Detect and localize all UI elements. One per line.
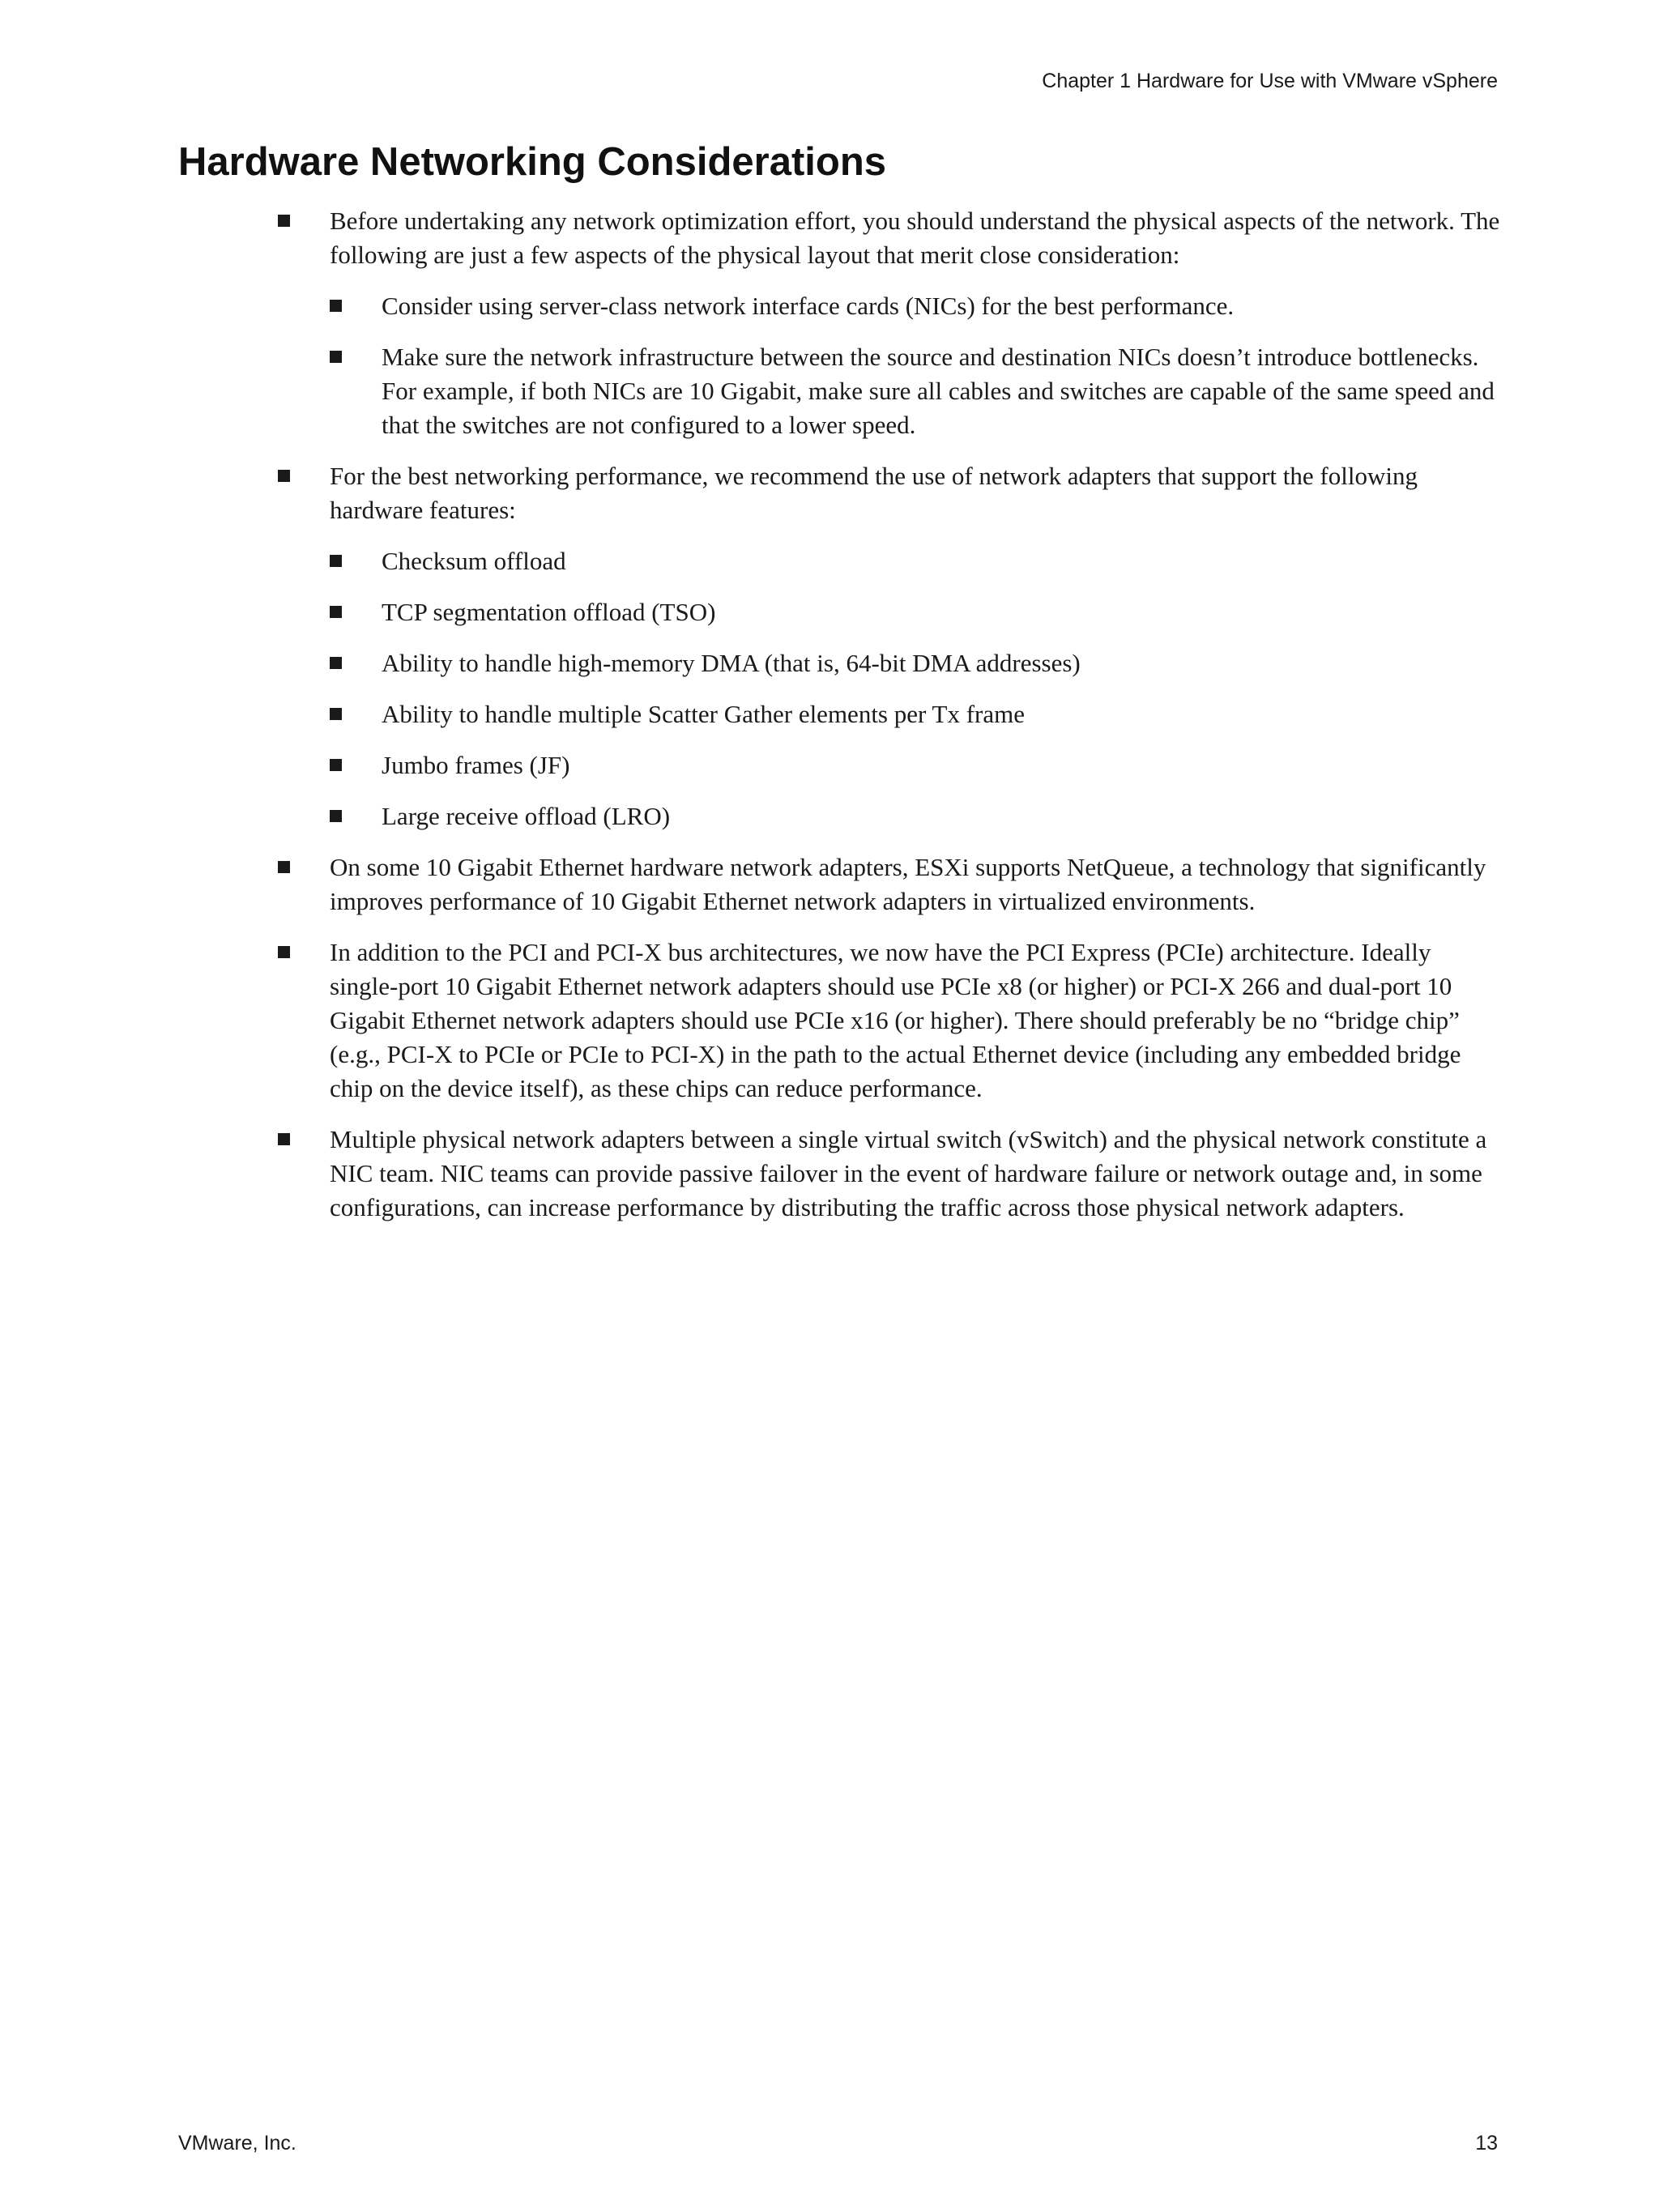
list-item-text: For the best networking performance, we recommend the use of network adapters that support the following hardware features: xyxy=(330,462,1418,524)
sub-list-item xyxy=(330,595,1501,629)
square-bullet-icon xyxy=(330,606,342,618)
sub-list-item xyxy=(330,289,1501,323)
list-item xyxy=(278,850,1501,918)
sub-list-item-text: Ability to handle multiple Scatter Gather elements per Tx frame xyxy=(382,700,1025,728)
list-item-text: In addition to the PCI and PCI-X bus architectures, we now have the PCI Express (PCIe) architecture. Ideally single-port 10 Gigabit Ethernet network adapters should use PCIe x8 (or higher) or PCI-X 266 and dual-port 10 Gigabit Ethernet network adapters should use PCIe x16 (or higher). There should preferably be no “bridge chip” (e.g., PCI-X to PCIe or PCIe to PCI-X) in the path to the actual Ethernet device (including any embedded bridge chip on the device itself), as these chips can reduce performance. xyxy=(330,938,1461,1102)
sub-list-item xyxy=(330,340,1501,442)
square-bullet-icon xyxy=(330,708,342,720)
section-title: Hardware Networking Considerations xyxy=(178,140,887,184)
square-bullet-icon xyxy=(278,1133,290,1145)
sub-list-item xyxy=(330,697,1501,731)
sub-bullet-list xyxy=(330,544,1501,833)
sub-list-item-text: TCP segmentation offload (TSO) xyxy=(382,598,716,626)
sub-list-item xyxy=(330,748,1501,782)
square-bullet-icon xyxy=(330,555,342,567)
sub-list-item-text: Consider using server-class network interface cards (NICs) for the best performance. xyxy=(382,292,1235,320)
sub-list-item xyxy=(330,544,1501,578)
list-item-text: Multiple physical network adapters between a single virtual switch (vSwitch) and the physical network constitute a NIC team. NIC teams can provide passive failover in the event of hardware failure or network outage and, in some configurations, can increase performance by distributing the traffic across those physical network adapters. xyxy=(330,1125,1487,1221)
square-bullet-icon xyxy=(278,215,290,227)
footer-company: VMware, Inc. xyxy=(178,2132,296,2154)
square-bullet-icon xyxy=(330,300,342,312)
square-bullet-icon xyxy=(330,810,342,822)
sub-list-item-text: Ability to handle high-memory DMA (that is, 64-bit DMA addresses) xyxy=(382,649,1081,677)
square-bullet-icon xyxy=(330,351,342,363)
list-item-text: Before undertaking any network optimization effort, you should understand the physical aspects of the network. The following are just a few aspects of the physical layout that merit close consideration: xyxy=(330,207,1500,269)
square-bullet-icon xyxy=(278,861,290,873)
square-bullet-icon xyxy=(330,759,342,771)
list-item xyxy=(278,459,1501,833)
sub-list-item-text: Large receive offload (LRO) xyxy=(382,802,671,830)
sub-list-item-text: Jumbo frames (JF) xyxy=(382,751,570,779)
sub-list-item xyxy=(330,646,1501,680)
list-item-text: On some 10 Gigabit Ethernet hardware network adapters, ESXi supports NetQueue, a technology that significantly improves performance of 10 Gigabit Ethernet network adapters in virtualized environments. xyxy=(330,853,1486,915)
list-item xyxy=(278,1123,1501,1225)
square-bullet-icon xyxy=(330,657,342,669)
sub-list-item-text: Checksum offload xyxy=(382,547,566,575)
sub-bullet-list xyxy=(330,289,1501,442)
sub-list-item xyxy=(330,799,1501,833)
square-bullet-icon xyxy=(278,946,290,958)
list-item xyxy=(278,936,1501,1106)
section-body xyxy=(278,204,1501,1242)
square-bullet-icon xyxy=(278,470,290,482)
list-item xyxy=(278,204,1501,442)
sub-list-item-text: Make sure the network infrastructure between the source and destination NICs doesn’t introduce bottlenecks. For example, if both NICs are 10 Gigabit, make sure all cables and switches are capable of the same speed and that the switches are not configured to a lower speed. xyxy=(382,343,1495,439)
page-number: 13 xyxy=(1475,2132,1498,2154)
running-header: Chapter 1 Hardware for Use with VMware vSphere xyxy=(1042,70,1498,92)
bullet-list xyxy=(278,204,1501,1225)
